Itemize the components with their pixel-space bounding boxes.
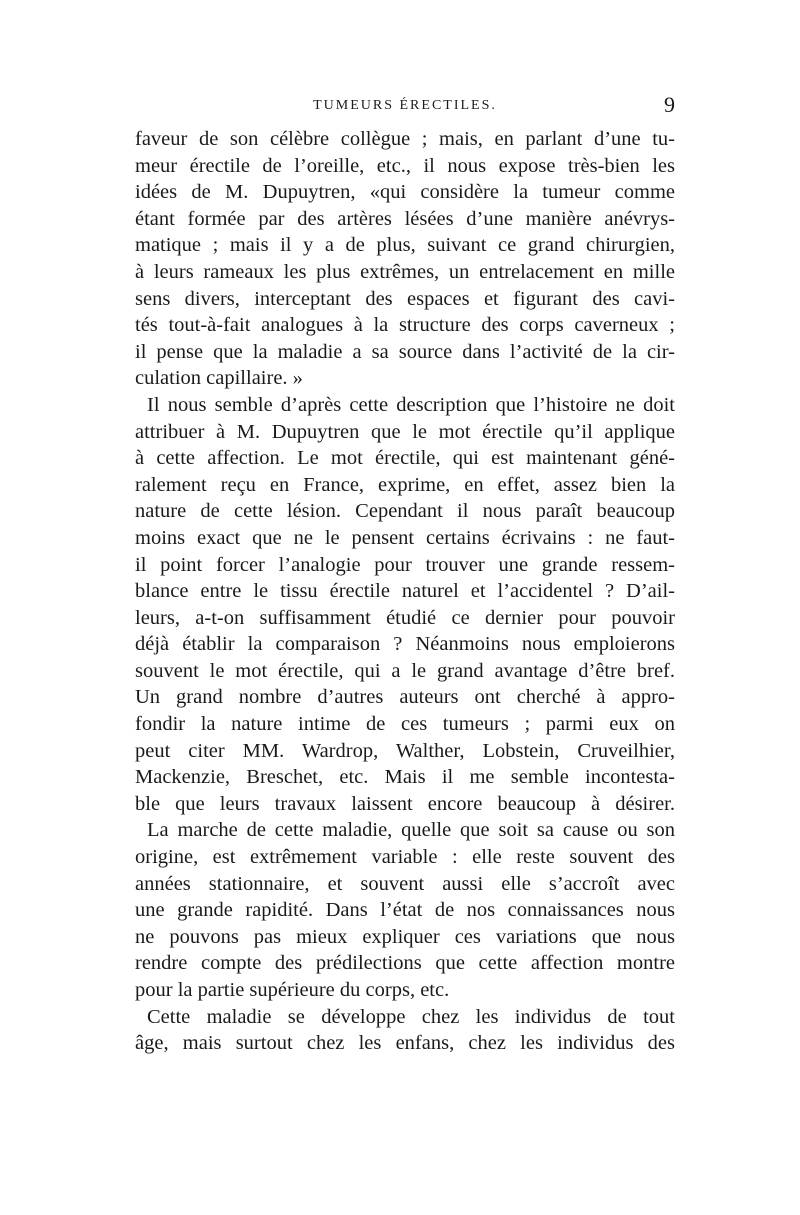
- text-line: souvent le mot érectile, qui a le grand avantage d’être bref.: [135, 659, 675, 682]
- text-line: à leurs rameaux les plus extrêmes, un entrelacement en mille: [135, 260, 675, 283]
- text-line: déjà établir la comparaison ? Néanmoins nous emploierons: [135, 633, 675, 656]
- body-text: [135, 126, 675, 1057]
- running-title: TUMEURS ÉRECTILES.: [313, 98, 497, 113]
- running-head: [135, 92, 675, 120]
- text-line: Un grand nombre d’autres auteurs ont cherché à appro-: [135, 686, 675, 709]
- text-line: Il nous semble d’après cette description que l’histoire ne doit: [147, 393, 675, 416]
- text-line: tés tout-à-fait analogues à la structure des corps caverneux ;: [135, 314, 675, 337]
- text-line: blance entre le tissu érectile naturel et l’accidentel ? D’ail-: [135, 580, 675, 603]
- text-line: faveur de son célèbre collègue ; mais, en parlant d’une tu-: [135, 128, 675, 150]
- text-line: il pense que la maladie a sa source dans l’activité de la cir-: [135, 340, 675, 363]
- text-line: ble que leurs travaux laissent encore beaucoup à désirer.: [135, 792, 675, 815]
- text-line: années stationnaire, et souvent aussi elle s’accroît avec: [135, 872, 675, 895]
- text-line: pour la partie supérieure du corps, etc.: [135, 979, 450, 1001]
- text-line: nature de cette lésion. Cependant il nous paraît beaucoup: [135, 500, 675, 523]
- text-line: âge, mais surtout chez les enfans, chez les individus des: [135, 1032, 675, 1055]
- text-line: peut citer MM. Wardrop, Walther, Lobstein, Cruveilhier,: [135, 739, 675, 762]
- text-line: ne pouvons pas mieux expliquer ces variations que nous: [135, 925, 675, 948]
- text-line: origine, est extrêmement variable : elle reste souvent des: [135, 846, 675, 869]
- text-line: étant formée par des artères lésées d’une manière anévrys-: [135, 207, 675, 230]
- text-line: rendre compte des prédilections que cette affection montre: [135, 952, 675, 975]
- text-line: ralement reçu en France, exprime, en effet, assez bien la: [135, 473, 675, 496]
- text-line: meur érectile de l’oreille, etc., il nous expose très-bien les: [135, 154, 675, 177]
- text-line: culation capillaire. »: [135, 367, 303, 390]
- text-line: matique ; mais il y a de plus, suivant ce grand chirurgien,: [135, 234, 675, 257]
- text-line: attribuer à M. Dupuytren que le mot érectile qu’il applique: [135, 420, 675, 443]
- text-line: leurs, a-t-on suffisamment étudié ce dernier pour pouvoir: [135, 606, 675, 629]
- text-line: Mackenzie, Breschet, etc. Mais il me semble incontesta-: [135, 766, 675, 789]
- text-line: idées de M. Dupuytren, «qui considère la tumeur comme: [135, 181, 675, 204]
- text-line: La marche de cette maladie, quelle que soit sa cause ou son: [147, 819, 675, 842]
- page-number: 9: [664, 92, 675, 117]
- text-line: sens divers, interceptant des espaces et figurant des cavi-: [135, 287, 675, 310]
- text-line: à cette affection. Le mot érectile, qui est maintenant géné-: [135, 447, 675, 470]
- text-line: fondir la nature intime de ces tumeurs ; parmi eux on: [135, 713, 675, 736]
- text-line: Cette maladie se développe chez les individus de tout: [147, 1005, 675, 1028]
- text-line: une grande rapidité. Dans l’état de nos connaissances nous: [135, 899, 675, 922]
- text-line: moins exact que ne le pensent certains écrivains : ne faut-: [135, 526, 675, 549]
- text-line: il point forcer l’analogie pour trouver une grande ressem-: [135, 553, 675, 576]
